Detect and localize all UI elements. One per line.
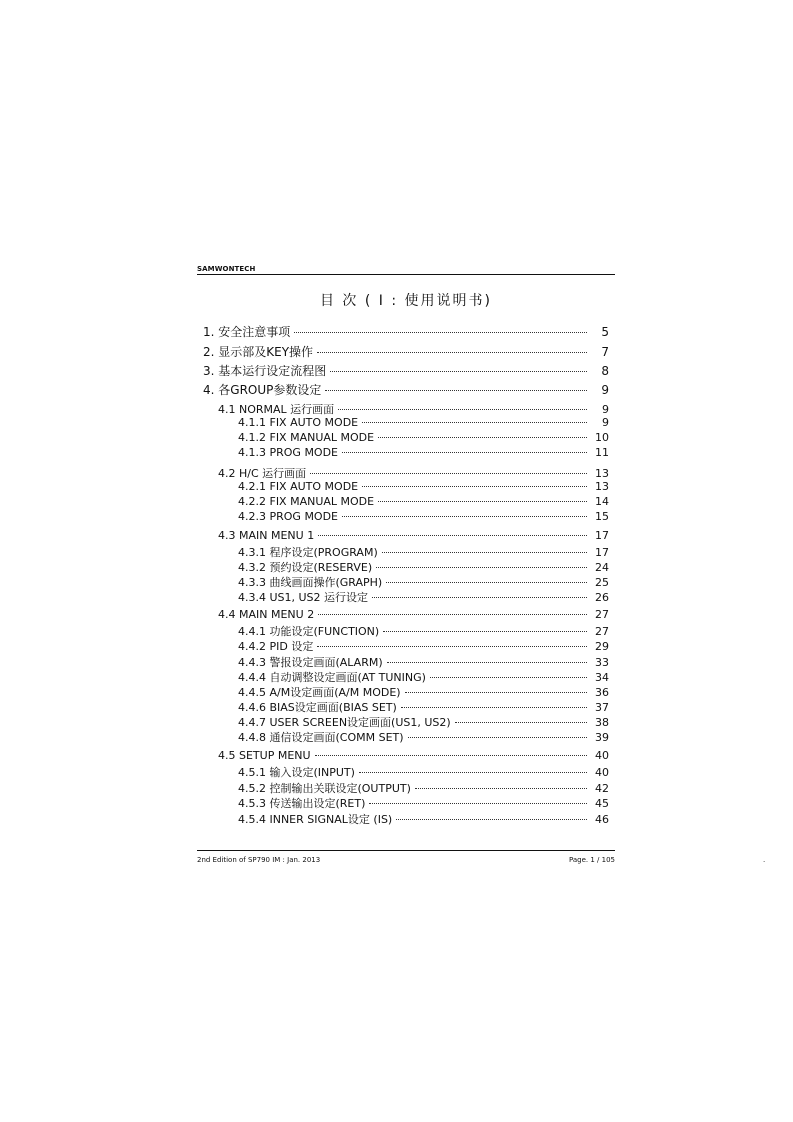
toc-leader-dots	[376, 566, 587, 568]
toc-leader-dots	[315, 754, 587, 756]
toc-leader-dots	[378, 436, 587, 438]
toc-entry	[238, 431, 609, 445]
toc-entry-label: 4.1 NORMAL 运行画面	[218, 403, 335, 416]
toc-entry	[238, 574, 609, 588]
toc-entry-page: 37	[595, 701, 609, 714]
toc-entry-page: 27	[595, 625, 609, 638]
toc-leader-dots	[362, 485, 587, 487]
toc-leader-dots	[401, 706, 587, 708]
toc-entry-page: 5	[601, 325, 609, 339]
toc-entry	[203, 362, 609, 376]
toc-leader-dots	[415, 787, 587, 789]
toc-entry-page: 14	[595, 495, 609, 508]
toc-leader-dots	[342, 515, 587, 517]
footer-edition: 2nd Edition of SP790 IM : Jan. 2013	[197, 856, 321, 864]
toc-entry-page: 42	[595, 782, 609, 795]
toc-entry-page: 45	[595, 797, 609, 810]
toc-entry-page: 13	[595, 467, 609, 480]
toc-entry-label: 4.2 H/C 运行画面	[218, 467, 307, 480]
toc-entry-page: 8	[601, 364, 609, 378]
toc-entry-label: 1. 安全注意事项	[203, 325, 291, 339]
toc-entry-label: 4.1.2 FIX MANUAL MODE	[238, 431, 375, 444]
toc-entry	[238, 714, 609, 728]
toc-entry	[238, 764, 609, 778]
toc-entry	[238, 559, 609, 573]
footer-rule	[197, 850, 615, 851]
toc-leader-dots	[378, 500, 587, 502]
toc-leader-dots	[359, 771, 587, 773]
toc-leader-dots	[318, 613, 587, 615]
toc-entry	[238, 544, 609, 558]
toc-entry-label: 4.3 MAIN MENU 1	[218, 529, 315, 542]
toc-leader-dots	[318, 534, 587, 536]
toc-entry-label: 4.5.1 输入设定(INPUT)	[238, 766, 355, 779]
toc-entry-page: 33	[595, 656, 609, 669]
toc-entry-label: 4.3.1 程序设定(PROGRAM)	[238, 546, 378, 559]
toc-entry-page: 9	[602, 403, 609, 416]
header-brand: SAMWONTECH	[197, 265, 256, 273]
toc-leader-dots	[317, 645, 587, 647]
toc-entry-label: 4.3.2 预约设定(RESERVE)	[238, 561, 373, 574]
toc-entry-page: 17	[595, 529, 609, 542]
toc-leader-dots	[408, 736, 587, 738]
toc-entry-page: 27	[595, 608, 609, 621]
toc-entry-page: 40	[595, 766, 609, 779]
toc-entry-page: 26	[595, 591, 609, 604]
toc-entry-label: 4.3.3 曲线画面操作(GRAPH)	[238, 576, 383, 589]
toc-entry-label: 4.5.3 传送输出设定(RET)	[238, 797, 366, 810]
toc-leader-dots	[330, 370, 587, 372]
toc-entry	[218, 401, 609, 415]
toc-entry-label: 4.4.8 通信设定画面(COMM SET)	[238, 731, 404, 744]
toc-entry-label: 4.4 MAIN MENU 2	[218, 608, 315, 621]
toc-entry-label: 4.4.7 USER SCREEN设定画面(US1, US2)	[238, 716, 451, 729]
toc-entry	[238, 589, 609, 603]
toc-entry	[238, 446, 609, 460]
toc-entry-page: 39	[595, 731, 609, 744]
toc-entry-label: 2. 显示部及KEY操作	[203, 345, 314, 359]
toc-entry-label: 3. 基本运行设定流程图	[203, 364, 327, 378]
toc-entry-page: 34	[595, 671, 609, 684]
toc-entry-label: 4.5.2 控制输出关联设定(OUTPUT)	[238, 782, 411, 795]
toc-entry-page: 38	[595, 716, 609, 729]
toc-entry-label: 4.1.3 PROG MODE	[238, 446, 339, 459]
toc-leader-dots	[317, 351, 587, 353]
toc-entry	[238, 495, 609, 509]
toc-entry	[218, 749, 609, 763]
toc-entry-label: 4.4.2 PID 设定	[238, 640, 314, 653]
toc-entry	[238, 669, 609, 683]
toc-entry-page: 24	[595, 561, 609, 574]
toc-entry	[238, 780, 609, 794]
toc-entry-page: 9	[602, 416, 609, 429]
toc-entry-label: 4.5 SETUP MENU	[218, 749, 311, 762]
toc-leader-dots	[372, 596, 587, 598]
toc-entry-label: 4.3.4 US1, US2 运行设定	[238, 591, 369, 604]
toc-entry-page: 9	[601, 383, 609, 397]
toc-entry-page: 13	[595, 480, 609, 493]
toc-entry-label: 4. 各GROUP参数设定	[203, 383, 322, 397]
toc-leader-dots	[369, 802, 587, 804]
toc-entry-label: 4.4.1 功能设定(FUNCTION)	[238, 625, 380, 638]
toc-entry-label: 4.4.4 自动调整设定画面(AT TUNING)	[238, 671, 426, 684]
toc-leader-dots	[396, 818, 587, 820]
toc-leader-dots	[405, 691, 587, 693]
toc-leader-dots	[382, 551, 587, 553]
toc-entry	[238, 729, 609, 743]
toc-entry	[203, 323, 609, 337]
toc-leader-dots	[342, 451, 587, 453]
toc-entry-label: 4.4.6 BIAS设定画面(BIAS SET)	[238, 701, 397, 714]
toc-entry	[238, 654, 609, 668]
footer-mark: .	[763, 856, 766, 864]
toc-entry	[238, 416, 609, 430]
toc-entry-page: 17	[595, 546, 609, 559]
toc-entry-page: 25	[595, 576, 609, 589]
toc-leader-dots	[325, 389, 587, 391]
toc-entry	[218, 465, 609, 479]
toc-entry	[238, 811, 609, 825]
toc-entry-label: 4.1.1 FIX AUTO MODE	[238, 416, 359, 429]
toc-leader-dots	[455, 721, 587, 723]
toc-entry	[203, 381, 609, 395]
toc-entry	[203, 343, 609, 357]
toc-leader-dots	[387, 661, 587, 663]
toc-entry	[238, 510, 609, 524]
toc-entry	[238, 638, 609, 652]
toc-entry-label: 4.4.5 A/M设定画面(A/M MODE)	[238, 686, 401, 699]
toc-leader-dots	[430, 676, 587, 678]
toc-entry-page: 29	[595, 640, 609, 653]
toc-entry-label: 4.2.1 FIX AUTO MODE	[238, 480, 359, 493]
toc-entry-page: 10	[595, 431, 609, 444]
toc-entry-page: 7	[601, 345, 609, 359]
toc-entry-page: 36	[595, 686, 609, 699]
toc-entry-page: 11	[595, 446, 609, 459]
toc-entry	[238, 795, 609, 809]
toc-entry	[238, 623, 609, 637]
toc-entry	[238, 699, 609, 713]
toc-entry-label: 4.5.4 INNER SIGNAL设定 (IS)	[238, 813, 393, 826]
toc-entry-label: 4.2.3 PROG MODE	[238, 510, 339, 523]
toc-leader-dots	[294, 331, 587, 333]
footer-page-number: Page. 1 / 105	[568, 856, 615, 864]
header-rule	[197, 274, 615, 275]
toc-leader-dots	[310, 472, 587, 474]
toc-entry	[238, 684, 609, 698]
toc-entry	[218, 529, 609, 543]
toc-entry-label: 4.4.3 警报设定画面(ALARM)	[238, 656, 383, 669]
toc-entry	[218, 608, 609, 622]
toc-entry	[238, 480, 609, 494]
toc-entry-label: 4.2.2 FIX MANUAL MODE	[238, 495, 375, 508]
toc-entry-page: 40	[595, 749, 609, 762]
page-title: 目 次 ( I : 使用说明书)	[319, 293, 493, 309]
toc-entry-page: 46	[595, 813, 609, 826]
toc-leader-dots	[386, 581, 587, 583]
toc-leader-dots	[383, 630, 587, 632]
toc-leader-dots	[362, 421, 587, 423]
toc-leader-dots	[338, 408, 587, 410]
toc-entry-page: 15	[595, 510, 609, 523]
